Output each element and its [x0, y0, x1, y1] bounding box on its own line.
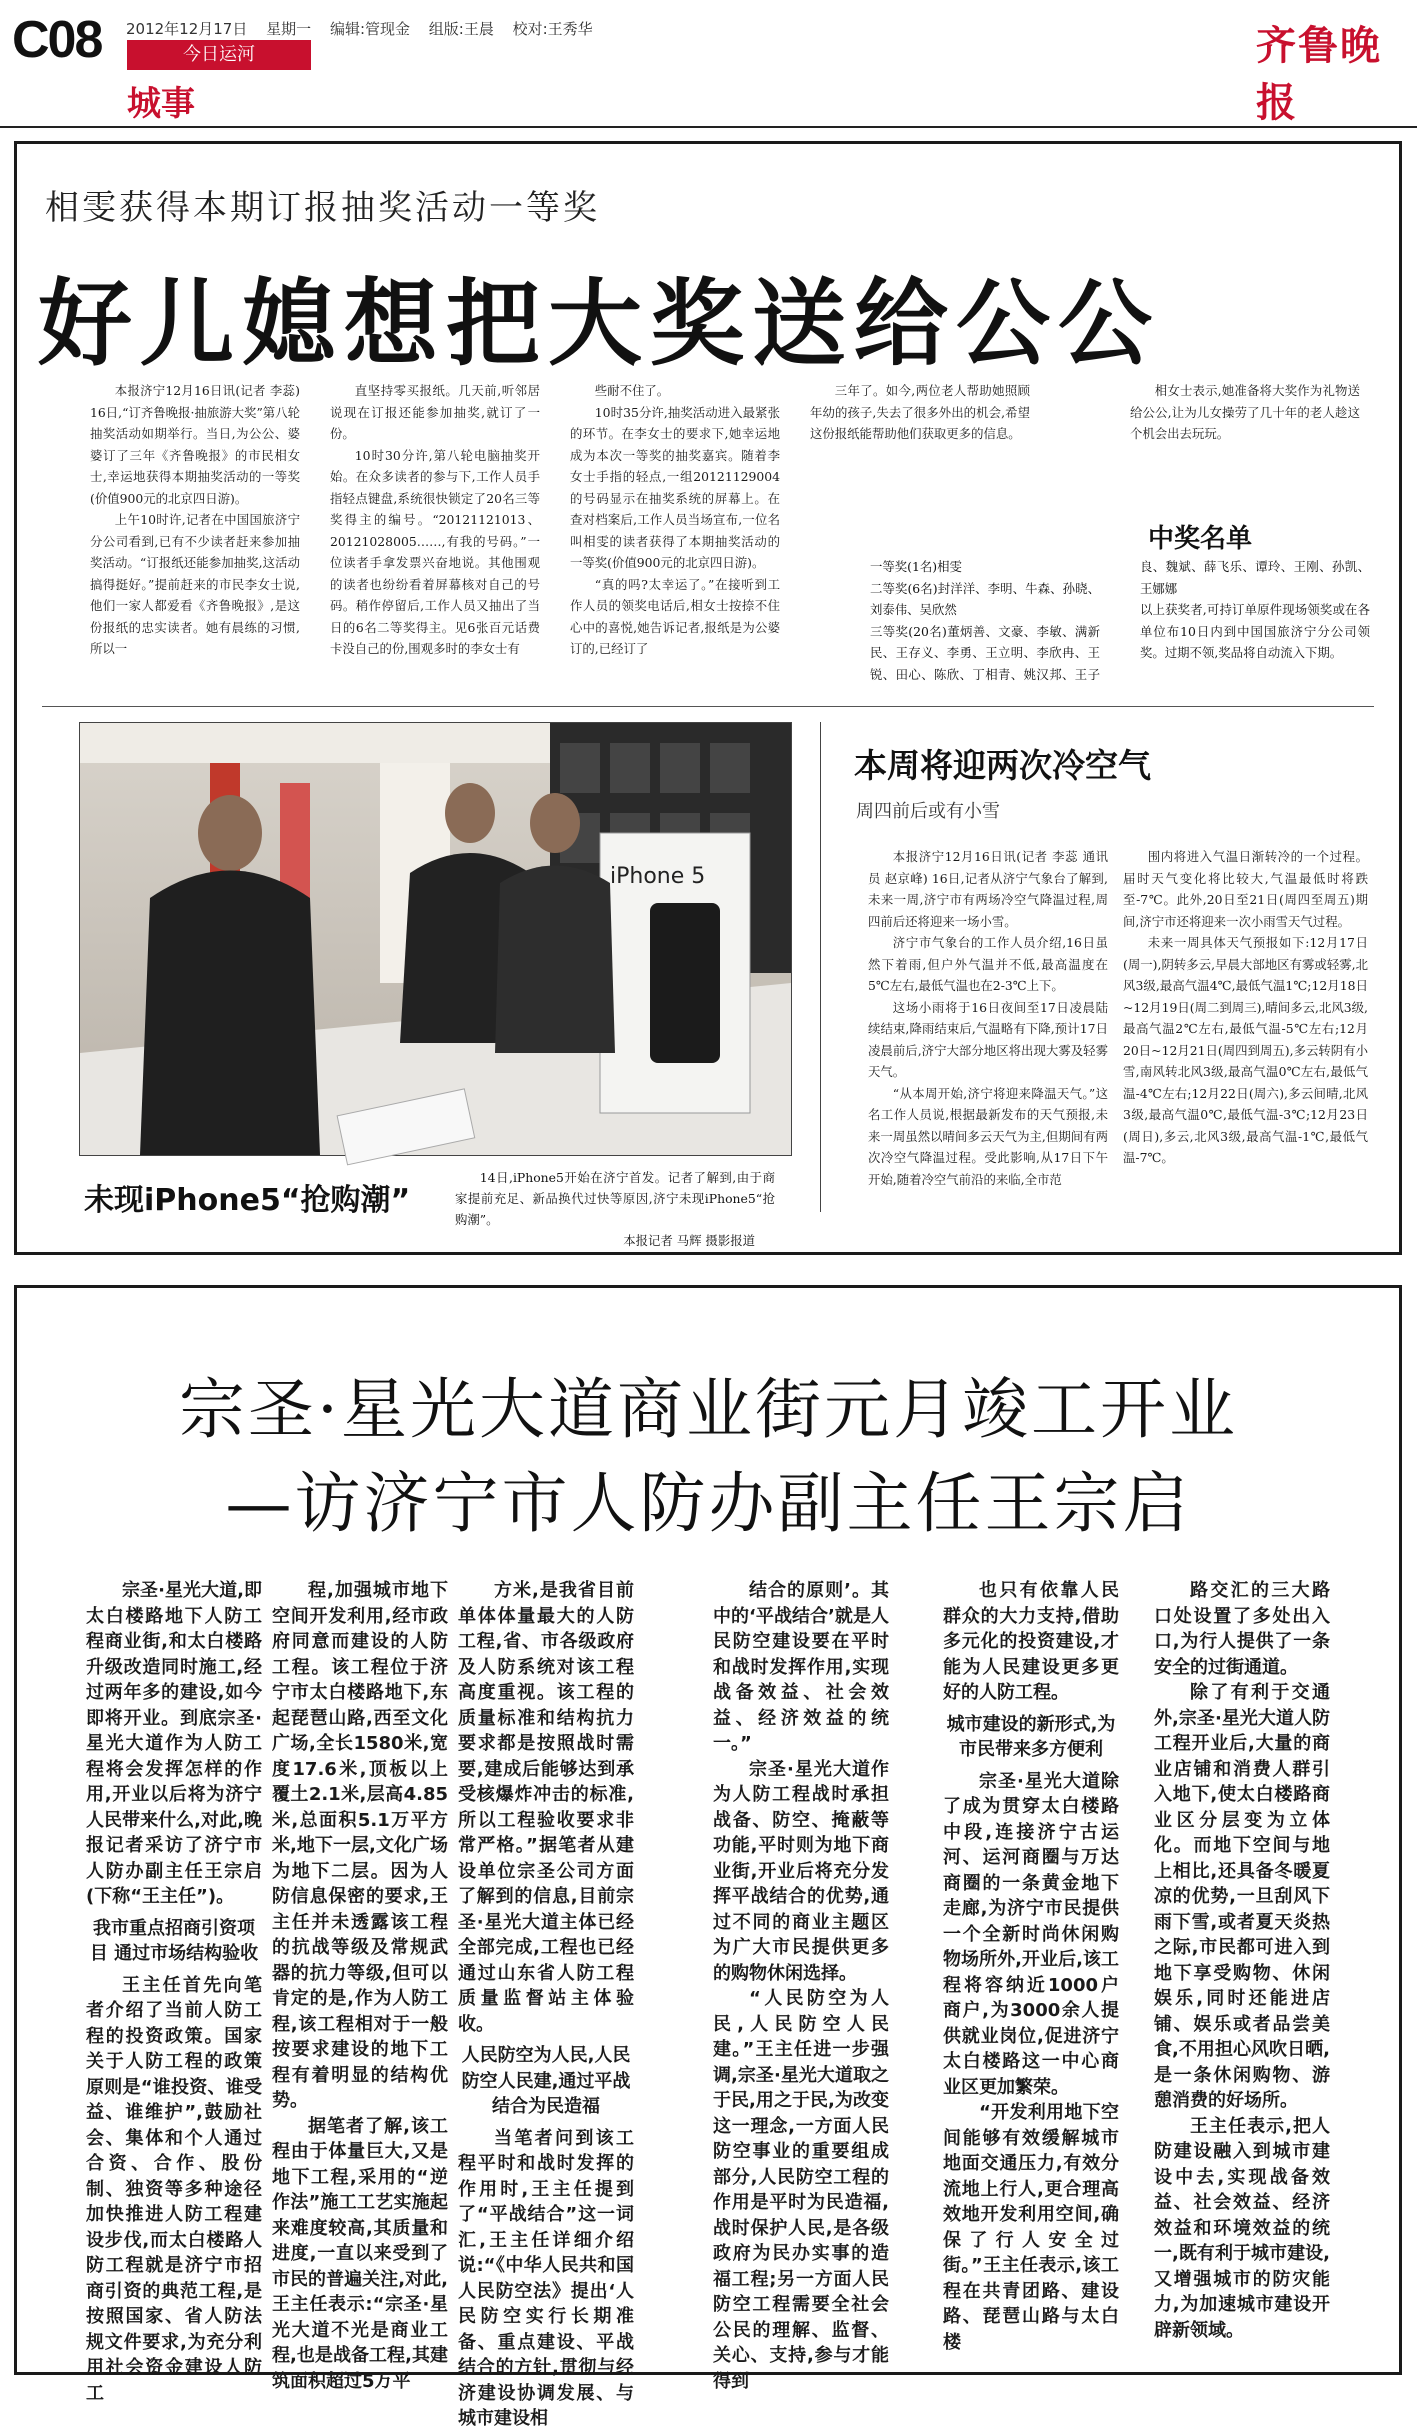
- header-divider: [0, 126, 1417, 128]
- editor-credit: 编辑:管现金: [329, 20, 410, 38]
- column-divider: [820, 722, 821, 1212]
- news-photo: [79, 722, 792, 1156]
- weather-column: [868, 846, 1108, 1236]
- paragraph: 宗圣·星光大道除了成为贯穿太白楼路中段,连接济宁古运河、运河商圈与万达商圈的一条黄金地下走廊,为济宁市民提供一个全新时尚休闲购物场所外,开业后,该工程将容纳近1000户商户,为3000余人提供就业岗位,促进济宁太白楼路这一中心商业区更加繁荣。: [943, 1770, 1119, 2098]
- article-kicker: 相雯获得本期订报抽奖活动一等奖: [45, 188, 600, 228]
- paragraph: 相女士表示,她准备将大奖作为礼物送给公公,让为儿女操劳了几十年的老人趁这个机会出去玩玩。: [1130, 383, 1360, 441]
- paragraph: 以上获奖者,可持订单原件现场领奖或在各单位布10日内到中国国旅济宁分公司领奖。过期不领,奖品将自动流入下期。: [1140, 602, 1370, 660]
- paragraph: 未来一周具体天气预报如下:12月17日(周一),阴转多云,早晨大部地区有雾或轻雾,北风3级,最高气温4℃,最低气温1℃;12月18日~12月19日(周二到周三),晴间多云,北风3级,最高气温2℃左右,最低气温-5℃左右;12月20日~12月21日(周四到周五),多云转阴有小雪,南风转北风3级,最高气温0℃左右,最低气温-4℃左右;12月22日(周六),多云间晴,北风3级,最高气温0℃,最低气温-3℃;12月23日(周日),多云,北风3级,最高气温-1℃,最低气温-7℃。: [1123, 935, 1368, 1165]
- paragraph: 上午10时许,记者在中国国旅济宁分公司看到,已有不少读者赶来参加抽奖活动。“订报纸还能参加抽奖,这活动搞得挺好。”提前赶来的市民李女士说,他们一家人都爱看《齐鲁晚报》,是这份报纸的忠实读者。她有晨练的习惯,所以一: [90, 512, 300, 656]
- advertorial-subheadline: —访济宁市人防办副主任王宗启: [225, 1465, 1192, 1542]
- paragraph: 本报济宁12月16日讯(记者 李蕊) 16日,“订齐鲁晚报·抽旅游大奖”第八轮抽奖活动如期举行。当日,为公公、婆婆订了三年《齐鲁晚报》的市民相女士,幸运地获得本期抽奖活动的一等奖(价值900元的北京四日游)。: [90, 383, 300, 506]
- article-column: [1130, 380, 1360, 520]
- paragraph: 王主任首先向笔者介绍了当前人防工程的投资政策。国家关于人防工程的政策原则是“谁投资、谁受益、谁维护”,鼓励社会、集体和个人通过合资、合作、股份制、独资等多种途径加快推进人防工程建设步伐,而太白楼路人防工程就是济宁市招商引资的典范工程,是按照国家、省人防法规文件要求,为充分利用社会资金建设人防工: [86, 1974, 262, 2404]
- paragraph: 二等奖(6名)封洋洋、李明、牛森、孙晓、刘泰伟、吴欣然: [870, 580, 1100, 617]
- section-title: 城事: [127, 84, 195, 124]
- section-divider: [42, 706, 1374, 707]
- paragraph: 三年了。如今,两位老人帮助她照顾年幼的孩子,失去了很多外出的机会,希望这份报纸能帮助他们获取更多的信息。: [810, 383, 1030, 441]
- photo-caption: [455, 1167, 775, 1251]
- paragraph: 结合的原则’。其中的‘平战结合’就是人民防空建设要在平时和战时发挥作用,实现战备效益、社会效益、经济效益的统一。”: [713, 1580, 889, 1754]
- issue-meta: [126, 18, 607, 39]
- subhead: 我市重点招商引资项目 通过市场结构验收: [89, 1917, 259, 1964]
- paragraph: 这场小雨将于16日夜间至17日凌晨陆续结束,降雨结束后,气温略有下降,预计17日凌晨前后,济宁大部分地区将出现大雾及轻雾天气。: [868, 999, 1108, 1079]
- winners-heading: 中奖名单: [1147, 524, 1252, 554]
- paragraph: 宗圣·星光大道作为人防工程战时承担战备、防空、掩蔽等功能,平时则为地下商业街,开业后将充分发挥平战结合的优势,通过不同的商业主题区为广大市民提供更多的购物休闲选择。: [713, 1758, 889, 1984]
- paragraph: 本报济宁12月16日讯(记者 李蕊 通讯员 赵京峰) 16日,记者从济宁气象台了解到,未来一周,济宁市有两场冷空气降温过程,周四前后还将迎来一场小雪。: [868, 849, 1108, 929]
- issue-weekday: 星期一: [266, 20, 312, 38]
- photo-credit: 本报记者 马辉 摄影报道: [623, 1233, 755, 1248]
- layout-credit: 组版:王晨: [428, 20, 494, 38]
- paragraph: 直坚持零买报纸。几天前,听邻居说现在订报还能参加抽奖,就订了一份。: [330, 383, 540, 441]
- article-headline: 好儿媳想把大奖送给公公: [38, 270, 1161, 379]
- paragraph: “从本周开始,济宁将迎来降温天气。”这名工作人员说,根据最新发布的天气预报,未来一周虽然以晴间多云天气为主,但期间有两次冷空气降温过程。受此影响,从17日下午开始,随着冷空气前沿的来临,全市范: [868, 1085, 1108, 1187]
- paragraph: 除了有利于交通外,宗圣·星光大道人防工程开业后,大量的商业店铺和消费人群引入地下,使太白楼路商业区分层变为立体化。而地下空间与地上相比,还具备冬暖夏凉的优势,一旦刮风下雨下雪,或者夏天炎热之际,市民都可进入到地下享受购物、休闲娱乐,同时还能进店铺、娱乐或者品尝美食,不用担心风吹日晒,是一条休闲购物、游憩消费的好场所。: [1154, 1682, 1330, 2111]
- photo-title: 未现iPhone5“抢购潮”: [84, 1183, 411, 1218]
- advertorial-column: [458, 1578, 634, 2429]
- paragraph: “真的吗?太幸运了。”在接听到工作人员的领奖电话后,相女士按捺不住心中的喜悦,她告诉记者,报纸是为公婆订的,已经订了: [570, 576, 780, 656]
- advertorial-column: [943, 1578, 1119, 2368]
- newspaper-logo: 齐鲁晚报: [1256, 22, 1382, 126]
- page-number: C08: [12, 11, 102, 69]
- paragraph: 些耐不住了。: [594, 383, 670, 398]
- iphone-display-label: iPhone 5: [610, 864, 706, 889]
- subhead: 城市建设的新形式,为市民带来多方便利: [946, 1713, 1116, 1760]
- paragraph: 路交汇的三大路口处设置了多处出入口,为行人提供了一条安全的过街通道。: [1154, 1580, 1330, 1678]
- article-column: [570, 380, 780, 680]
- caption-text: 14日,iPhone5开始在济宁首发。记者了解到,由于商家提前充足、新品换代过快等原因,济宁未现iPhone5“抢购潮”。: [455, 1170, 775, 1227]
- paragraph: 10时35分许,抽奖活动进入最紧张的环节。在李女士的要求下,她幸运地成为本次一等奖的抽奖嘉宾。随着李女士手指的轻点,一组20121129004的号码显示在抽奖系统的屏幕上。在查对档案后,工作人员当场宣布,一位名叫相雯的读者获得了本期抽奖活动的一等奖(价值900元的北京四日游)。: [570, 404, 780, 570]
- store-photo-illustration: [80, 723, 791, 1155]
- paragraph: 围内将进入气温日渐转冷的一个过程。届时天气变化将比较大,气温最低时将跌至-7℃。此外,20日至21日(周四至周五)期间,济宁市还将迎来一次小雨雪天气过程。: [1123, 849, 1368, 929]
- paragraph: 程,加强城市地下空间开发利用,经市政府同意而建设的人防工程。该工程位于济宁市太白楼路地下,东起琵琶山路,西至文化广场,全长1580米,宽度17.6米,顶板以上覆土2.1米,层高4.85米,总面积5.1万平方米,地下一层,文化广场为地下二层。因为人防信息保密的要求,王主任并未透露该工程的抗战等级及常规武器的抗力等级,但可以肯定的是,作为人防工程,该工程相对于一般按要求建设的地下工程有着明显的结构优势。: [272, 1580, 448, 2111]
- winners-list: [870, 556, 1370, 686]
- issue-date: 2012年12月17日: [126, 20, 248, 38]
- paragraph: 据笔者了解,该工程由于体量巨大,又是地下工程,采用的“逆作法”施工工艺实施起来难度较高,其质量和进度,一直以来受到了市民的普遍关注,对此,王主任表示:“宗圣·星光大道不光是商业工程,也是战备工程,其建筑面积超过5万平: [272, 2115, 448, 2392]
- paragraph: 王主任表示,把人防建设融入到城市建设中去,实现战备效益、社会效益、经济效益和环境效益的统一,既有利于城市建设,又增强城市的防灾能力,为加速城市建设开辟新领域。: [1154, 2115, 1330, 2341]
- subhead: 人民防空为人民,人民防空人民建,通过平战结合为民造福: [461, 2045, 631, 2117]
- paragraph: 方米,是我省目前单体体量最大的人防工程,省、市各级政府及人防系统对该工程高度重视。该工程的质量标准和结构抗力要求都是按照战时需要,建成后能够达到承受核爆炸冲击的标准,所以工程验收要求非常严格。”据笔者从建设单位宗圣公司方面了解到的信息,目前宗圣·星光大道主体已经全部完成,工程也已经通过山东省人防工程质量监督站主体验收。: [458, 1580, 634, 2035]
- paragraph: 10时30分许,第八轮电脑抽奖开始。在众多读者的参与下,工作人员手指轻点键盘,系统很快锁定了20名三等奖得主的编号。“20121121013、20121028005……,有我的号码。”一位读者手拿发票兴奋地说。其他围观的读者也纷纷看着屏幕核对自己的号码。稍作停留后,工作人员又抽出了当日的6名二等奖得主。见6张百元话费卡没自己的份,围观多时的李女士有: [330, 447, 540, 656]
- paragraph: 三等奖(20名)董炳善、文豪、李敏、满新民、王存义、李勇、王立明、李欣冉、王锐、田心、陈欣、丁相青、姚汉邦、王子良、魏斌、薛飞乐、谭玲、王刚、孙凯、王娜娜: [870, 559, 1370, 682]
- paragraph: “人民防空为人民,人民防空人民建。”王主任进一步强调,宗圣·星光大道取之于民,用之于民,为改变这一理念,一方面人民防空事业的重要组成部分,人民防空工程的作用是平时为民造福,战时保护人民,是各级政府为民办实事的造福工程;另一方面人民防空工程需要全社会公民的理解、监督、关心、支持,参与才能得到: [713, 1988, 889, 2392]
- paragraph: 宗圣·星光大道,即太白楼路地下人防工程商业街,和太白楼路升级改造同时施工,经过两年多的建设,如今即将开业。到底宗圣·星光大道作为人防工程将会发挥怎样的作用,开业以后将为济宁人民带来什么,对此,晚报记者采访了济宁市人防办副主任王宗启(下称“王主任”)。: [86, 1580, 262, 1907]
- weather-headline: 本周将迎两次冷空气: [854, 746, 1151, 785]
- advertorial-column: [86, 1578, 262, 2404]
- advertorial-headline: 宗圣·星光大道商业街元月竣工开业: [179, 1371, 1238, 1448]
- paragraph: 济宁市气象台的工作人员介绍,16日虽然下着雨,但户外气温并不低,最高温度在5℃左右,最低气温也在2-3℃上下。: [868, 935, 1108, 993]
- proof-credit: 校对:王秀华: [512, 20, 593, 38]
- paragraph: 也只有依靠人民群众的大力支持,借助多元化的投资建设,才能为人民建设更多更好的人防工程。: [943, 1580, 1119, 1703]
- weather-subtitle: 周四前后或有小雪: [856, 801, 1000, 822]
- article-column: [330, 380, 540, 680]
- paragraph: 当笔者问到该工程平时和战时发挥的作用时,王主任提到了“平战结合”这一词汇,王主任详细介绍说:“《中华人民共和国人民防空法》提出‘人民防空实行长期准备、重点建设、平战结合的方针,贯彻与经济建设协调发展、与城市建设相: [458, 2127, 634, 2429]
- weather-column: [1123, 846, 1368, 1236]
- advertorial-column: [272, 1578, 448, 2392]
- advertorial-column: [1154, 1578, 1330, 2368]
- article-column: [90, 380, 300, 680]
- column-tag: 今日运河: [127, 40, 311, 70]
- paragraph: “开发利用地下空间能够有效缓解城市地面交通压力,有效分流地上行人,更合理高效地开发利用空间,确保了行人安全过街。”王主任表示,该工程在共青团路、建设路、琵琶山路与太白楼: [943, 2102, 1119, 2353]
- paragraph: 一等奖(1名)相雯: [870, 559, 962, 574]
- advertorial-column: [713, 1578, 889, 2392]
